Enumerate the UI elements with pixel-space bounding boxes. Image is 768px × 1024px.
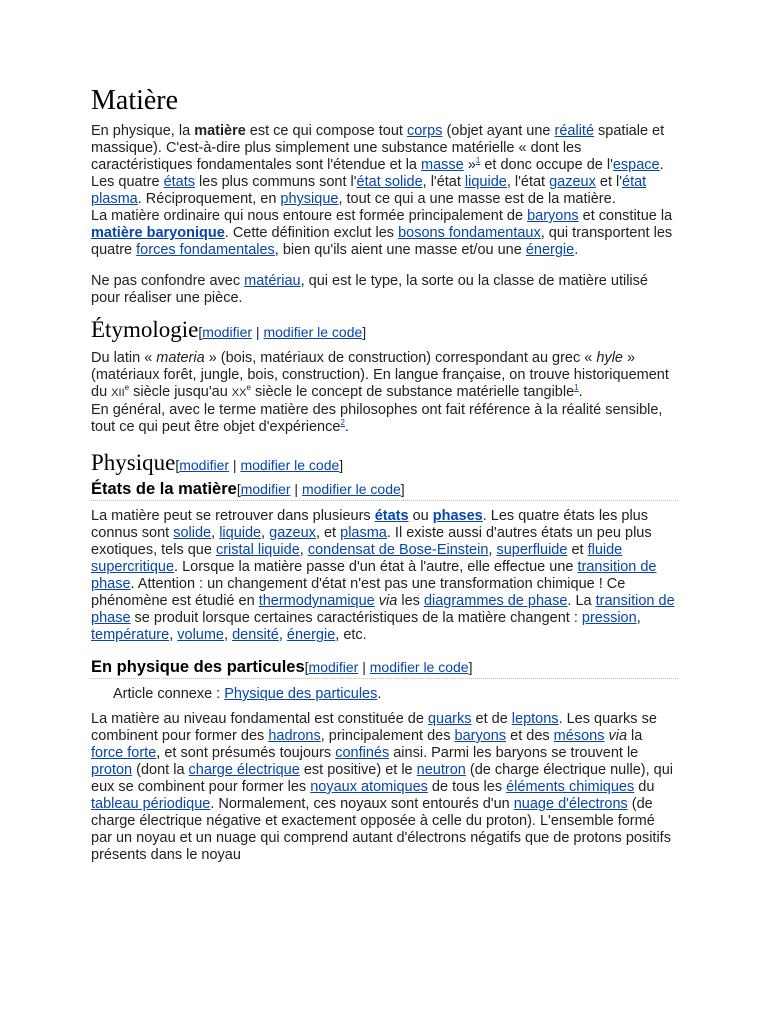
link-etat-solide[interactable]: état solide	[356, 174, 423, 190]
text: La matière ordinaire qui nous entoure est formée principalement de	[91, 208, 528, 224]
link-temperature[interactable]: température	[91, 627, 170, 643]
italic-term: via	[378, 593, 398, 609]
text: . Lorsque la matière passe d'un état à l'autre, elle effectue une	[174, 559, 578, 575]
link-physique[interactable]: physique	[280, 191, 339, 207]
etymologie-paragraph-2	[91, 402, 678, 436]
link-force-forte[interactable]: force forte	[91, 745, 157, 761]
text: , l'état	[506, 174, 550, 190]
separator: |	[294, 481, 299, 497]
link-quarks[interactable]: quarks	[427, 711, 472, 727]
text: est ce qui compose tout	[245, 123, 407, 139]
link-matiere-baryonique[interactable]: matière baryonique	[91, 225, 225, 241]
text: En général, avec le terme matière des philosophes ont fait référence à la réalité sensible, tout ce qui peut être objet d'expérience	[91, 402, 663, 435]
link-bosons[interactable]: bosons fondamentaux	[398, 225, 541, 241]
link-diagrammes-de-phase[interactable]: diagrammes de phase	[423, 593, 568, 609]
text: Article connexe :	[113, 686, 225, 702]
article-content	[91, 84, 678, 864]
edit-section	[305, 659, 473, 675]
link-volume[interactable]: volume	[177, 627, 224, 643]
century: XX	[231, 387, 247, 399]
bracket: [	[304, 659, 309, 675]
footnote-ref[interactable]: 1	[475, 156, 481, 166]
footnote-ref[interactable]: 1	[574, 383, 579, 393]
text: Ne pas confondre avec	[91, 273, 245, 289]
text: . Les quatre états les plus connus sont	[91, 508, 648, 541]
edit-section	[237, 481, 405, 497]
intro-paragraph	[91, 123, 678, 208]
text: , et sont présumés toujours	[156, 745, 336, 761]
text: ,	[224, 627, 233, 643]
text: . Réciproquement, en	[137, 191, 281, 207]
text: En physique, la	[91, 123, 195, 139]
text: .	[578, 384, 583, 400]
text: siècle le concept de substance matérielle tangible	[250, 384, 575, 400]
link-pression[interactable]: pression	[581, 610, 637, 626]
link-phases[interactable]: phases	[432, 508, 483, 524]
bracket: [	[175, 457, 180, 473]
text: les	[397, 593, 424, 609]
text: , etc.	[335, 627, 367, 643]
separator: |	[232, 457, 237, 473]
text: La matière peut se retrouver dans plusieurs	[91, 508, 375, 524]
text: , tout ce qui a une masse est de la matière.	[338, 191, 616, 207]
link-confines[interactable]: confinés	[335, 745, 390, 761]
text: du	[634, 779, 655, 795]
text: et donc occupe de l'	[480, 157, 613, 173]
separator: |	[255, 324, 260, 340]
link-realite[interactable]: réalité	[554, 123, 595, 139]
text: .	[377, 686, 382, 702]
text: . La	[567, 593, 596, 609]
text: . Les quatre	[91, 157, 664, 190]
italic-term: hyle	[596, 350, 623, 366]
text: , bien qu'ils aient une masse et/ou une	[274, 242, 526, 258]
text: siècle jusqu'au	[129, 384, 232, 400]
etymologie-paragraph	[91, 350, 678, 402]
link-espace[interactable]: espace	[612, 157, 660, 173]
link-fluide-supercritique[interactable]: fluide supercritique	[91, 542, 623, 575]
text: (de charge électrique nulle), qui eux se combinent pour former les	[91, 762, 673, 795]
text: ainsi. Parmi les baryons se trouvent le	[389, 745, 639, 761]
text: ou	[408, 508, 433, 524]
text: .	[574, 242, 579, 258]
link-plasma[interactable]: plasma	[340, 525, 387, 541]
text: ,	[488, 542, 497, 558]
edit-source-link[interactable]: modifier le code	[263, 324, 363, 340]
etats-paragraph	[91, 508, 678, 644]
link-gazeux[interactable]: gazeux	[269, 525, 316, 541]
link-etats[interactable]: états	[374, 508, 409, 524]
link-elements-chimiques[interactable]: éléments chimiques	[506, 779, 635, 795]
link-cristal-liquide[interactable]: cristal liquide	[215, 542, 300, 558]
text: , principalement des	[320, 728, 455, 744]
heading-particules	[91, 657, 678, 679]
text: et	[567, 542, 588, 558]
text: et des	[506, 728, 554, 744]
heading-text: En physique des particules	[91, 658, 305, 676]
link-energie[interactable]: énergie	[525, 242, 575, 258]
ordinal: e	[124, 383, 130, 393]
bracket: [	[236, 481, 241, 497]
text: »	[463, 157, 476, 173]
text: (de charge électrique négative et exactement opposée à celle du proton). L'ensemble formé par un noyau et un nuage qui comprend autant d'électrons négatifs que de protons positifs présents dans le noyau	[91, 796, 671, 863]
link-leptons[interactable]: leptons	[511, 711, 559, 727]
link-proton[interactable]: proton	[91, 762, 133, 778]
heading-etats	[91, 479, 678, 501]
page-title: Matière	[91, 85, 179, 116]
text: .	[344, 419, 349, 435]
text: . Les quarks se combinent pour former des	[91, 711, 657, 744]
link-physique-des-particules[interactable]: Physique des particules	[224, 686, 378, 702]
edit-link[interactable]: modifier	[179, 457, 230, 473]
heading-text: États de la matière	[91, 480, 237, 498]
century: XII	[111, 387, 125, 399]
link-noyaux-atomiques[interactable]: noyaux atomiques	[310, 779, 428, 795]
link-densite[interactable]: densité	[232, 627, 279, 643]
link-mesons[interactable]: mésons	[553, 728, 605, 744]
italic-term: via	[608, 728, 628, 744]
text: . Attention : un changement d'état n'est pas une transformation chimique ! Ce phénomène est étudié en	[91, 576, 626, 609]
link-hadrons[interactable]: hadrons	[268, 728, 321, 744]
link-solide[interactable]: solide	[173, 525, 212, 541]
link-thermodynamique[interactable]: thermodynamique	[258, 593, 375, 609]
link-baryons[interactable]: baryons	[454, 728, 507, 744]
bracket: [	[198, 324, 203, 340]
text: (objet ayant une	[442, 123, 555, 139]
footnote-ref[interactable]: 2	[340, 418, 345, 428]
text: . Cette définition exclut les	[224, 225, 399, 241]
bold-term: matière	[194, 123, 246, 139]
text: Du latin «	[91, 350, 157, 366]
text: , et	[315, 525, 341, 541]
bracket: ]	[362, 324, 367, 340]
link-gazeux[interactable]: gazeux	[549, 174, 596, 190]
text: » (bois, matériaux de construction) correspondant au grec «	[204, 350, 597, 366]
heading-text: Physique	[91, 450, 176, 475]
intro-paragraph-2	[91, 208, 678, 259]
text: , l'état	[422, 174, 465, 190]
link-transition-de-phase[interactable]: transition de phase	[91, 559, 657, 592]
link-liquide[interactable]: liquide	[464, 174, 507, 190]
link-masse[interactable]: masse	[421, 157, 464, 173]
link-charge-electrique[interactable]: charge électrique	[188, 762, 300, 778]
confusion-note	[91, 273, 678, 307]
text: et de	[471, 711, 512, 727]
text: ,	[211, 525, 220, 541]
bracket: ]	[468, 659, 473, 675]
link-baryons[interactable]: baryons	[527, 208, 579, 224]
edit-source-link[interactable]: modifier le code	[369, 659, 469, 675]
text: de tous les	[427, 779, 507, 795]
link-materiau[interactable]: matériau	[244, 273, 301, 289]
text: et l'	[595, 174, 622, 190]
heading-text: Étymologie	[91, 317, 199, 342]
text: les plus communs sont l'	[195, 174, 357, 190]
text: et constitue la	[578, 208, 673, 224]
link-liquide[interactable]: liquide	[219, 525, 262, 541]
text: (dont la	[132, 762, 189, 778]
text: ,	[636, 610, 641, 626]
edit-link[interactable]: modifier	[240, 481, 291, 497]
text: . Normalement, ces noyaux sont entourés d'un	[210, 796, 514, 812]
link-superfluide[interactable]: superfluide	[496, 542, 568, 558]
text: , qui est le type, la sorte ou la classe de matière utilisé pour réaliser une pièce.	[91, 273, 648, 306]
link-nuage-electrons[interactable]: nuage d'électrons	[513, 796, 628, 812]
link-transition-de-phase[interactable]: transition de phase	[91, 593, 675, 626]
text: ,	[261, 525, 270, 541]
link-etats[interactable]: états	[163, 174, 195, 190]
bracket: ]	[339, 457, 344, 473]
ordinal: e	[246, 383, 251, 393]
text: La matière au niveau fondamental est constituée de	[91, 711, 428, 727]
link-etat-plasma[interactable]: état plasma	[91, 174, 647, 207]
edit-section	[175, 457, 343, 473]
text: la	[627, 728, 643, 744]
link-forces[interactable]: forces fondamentales	[136, 242, 275, 258]
particules-paragraph	[91, 711, 678, 864]
related-article-note	[91, 686, 678, 703]
text: se produit lorsque certaines caractéristiques de la matière changent :	[130, 610, 582, 626]
separator: |	[362, 659, 366, 675]
text: ,	[169, 627, 178, 643]
bracket: ]	[400, 481, 405, 497]
text: spatiale et massique). C'est-à-dire plus simplement une substance matérielle « dont les caractéristiques fondamentales sont l'étendue et la	[91, 123, 665, 173]
text: , qui transportent les quatre	[91, 225, 673, 258]
text: » (matériaux forêt, jungle, bois, construction). En langue française, on trouve historiquement du	[91, 350, 669, 400]
edit-link[interactable]: modifier	[202, 324, 253, 340]
edit-section	[198, 324, 366, 340]
text: ,	[299, 542, 308, 558]
text: . Il existe aussi d'autres états un peu plus exotiques, tels que	[91, 525, 652, 558]
link-energie[interactable]: énergie	[286, 627, 336, 643]
text: ,	[278, 627, 287, 643]
link-corps[interactable]: corps	[406, 123, 443, 139]
italic-term: materia	[156, 350, 205, 366]
edit-source-link[interactable]: modifier le code	[301, 481, 401, 497]
heading-etymologie	[91, 316, 678, 346]
edit-link[interactable]: modifier	[308, 659, 359, 675]
link-neutron[interactable]: neutron	[416, 762, 466, 778]
text: est positive) et le	[299, 762, 417, 778]
link-bose-einstein[interactable]: condensat de Bose-Einstein	[307, 542, 489, 558]
edit-source-link[interactable]: modifier le code	[240, 457, 340, 473]
heading-physique	[91, 449, 678, 479]
link-tableau-periodique[interactable]: tableau périodique	[91, 796, 211, 812]
